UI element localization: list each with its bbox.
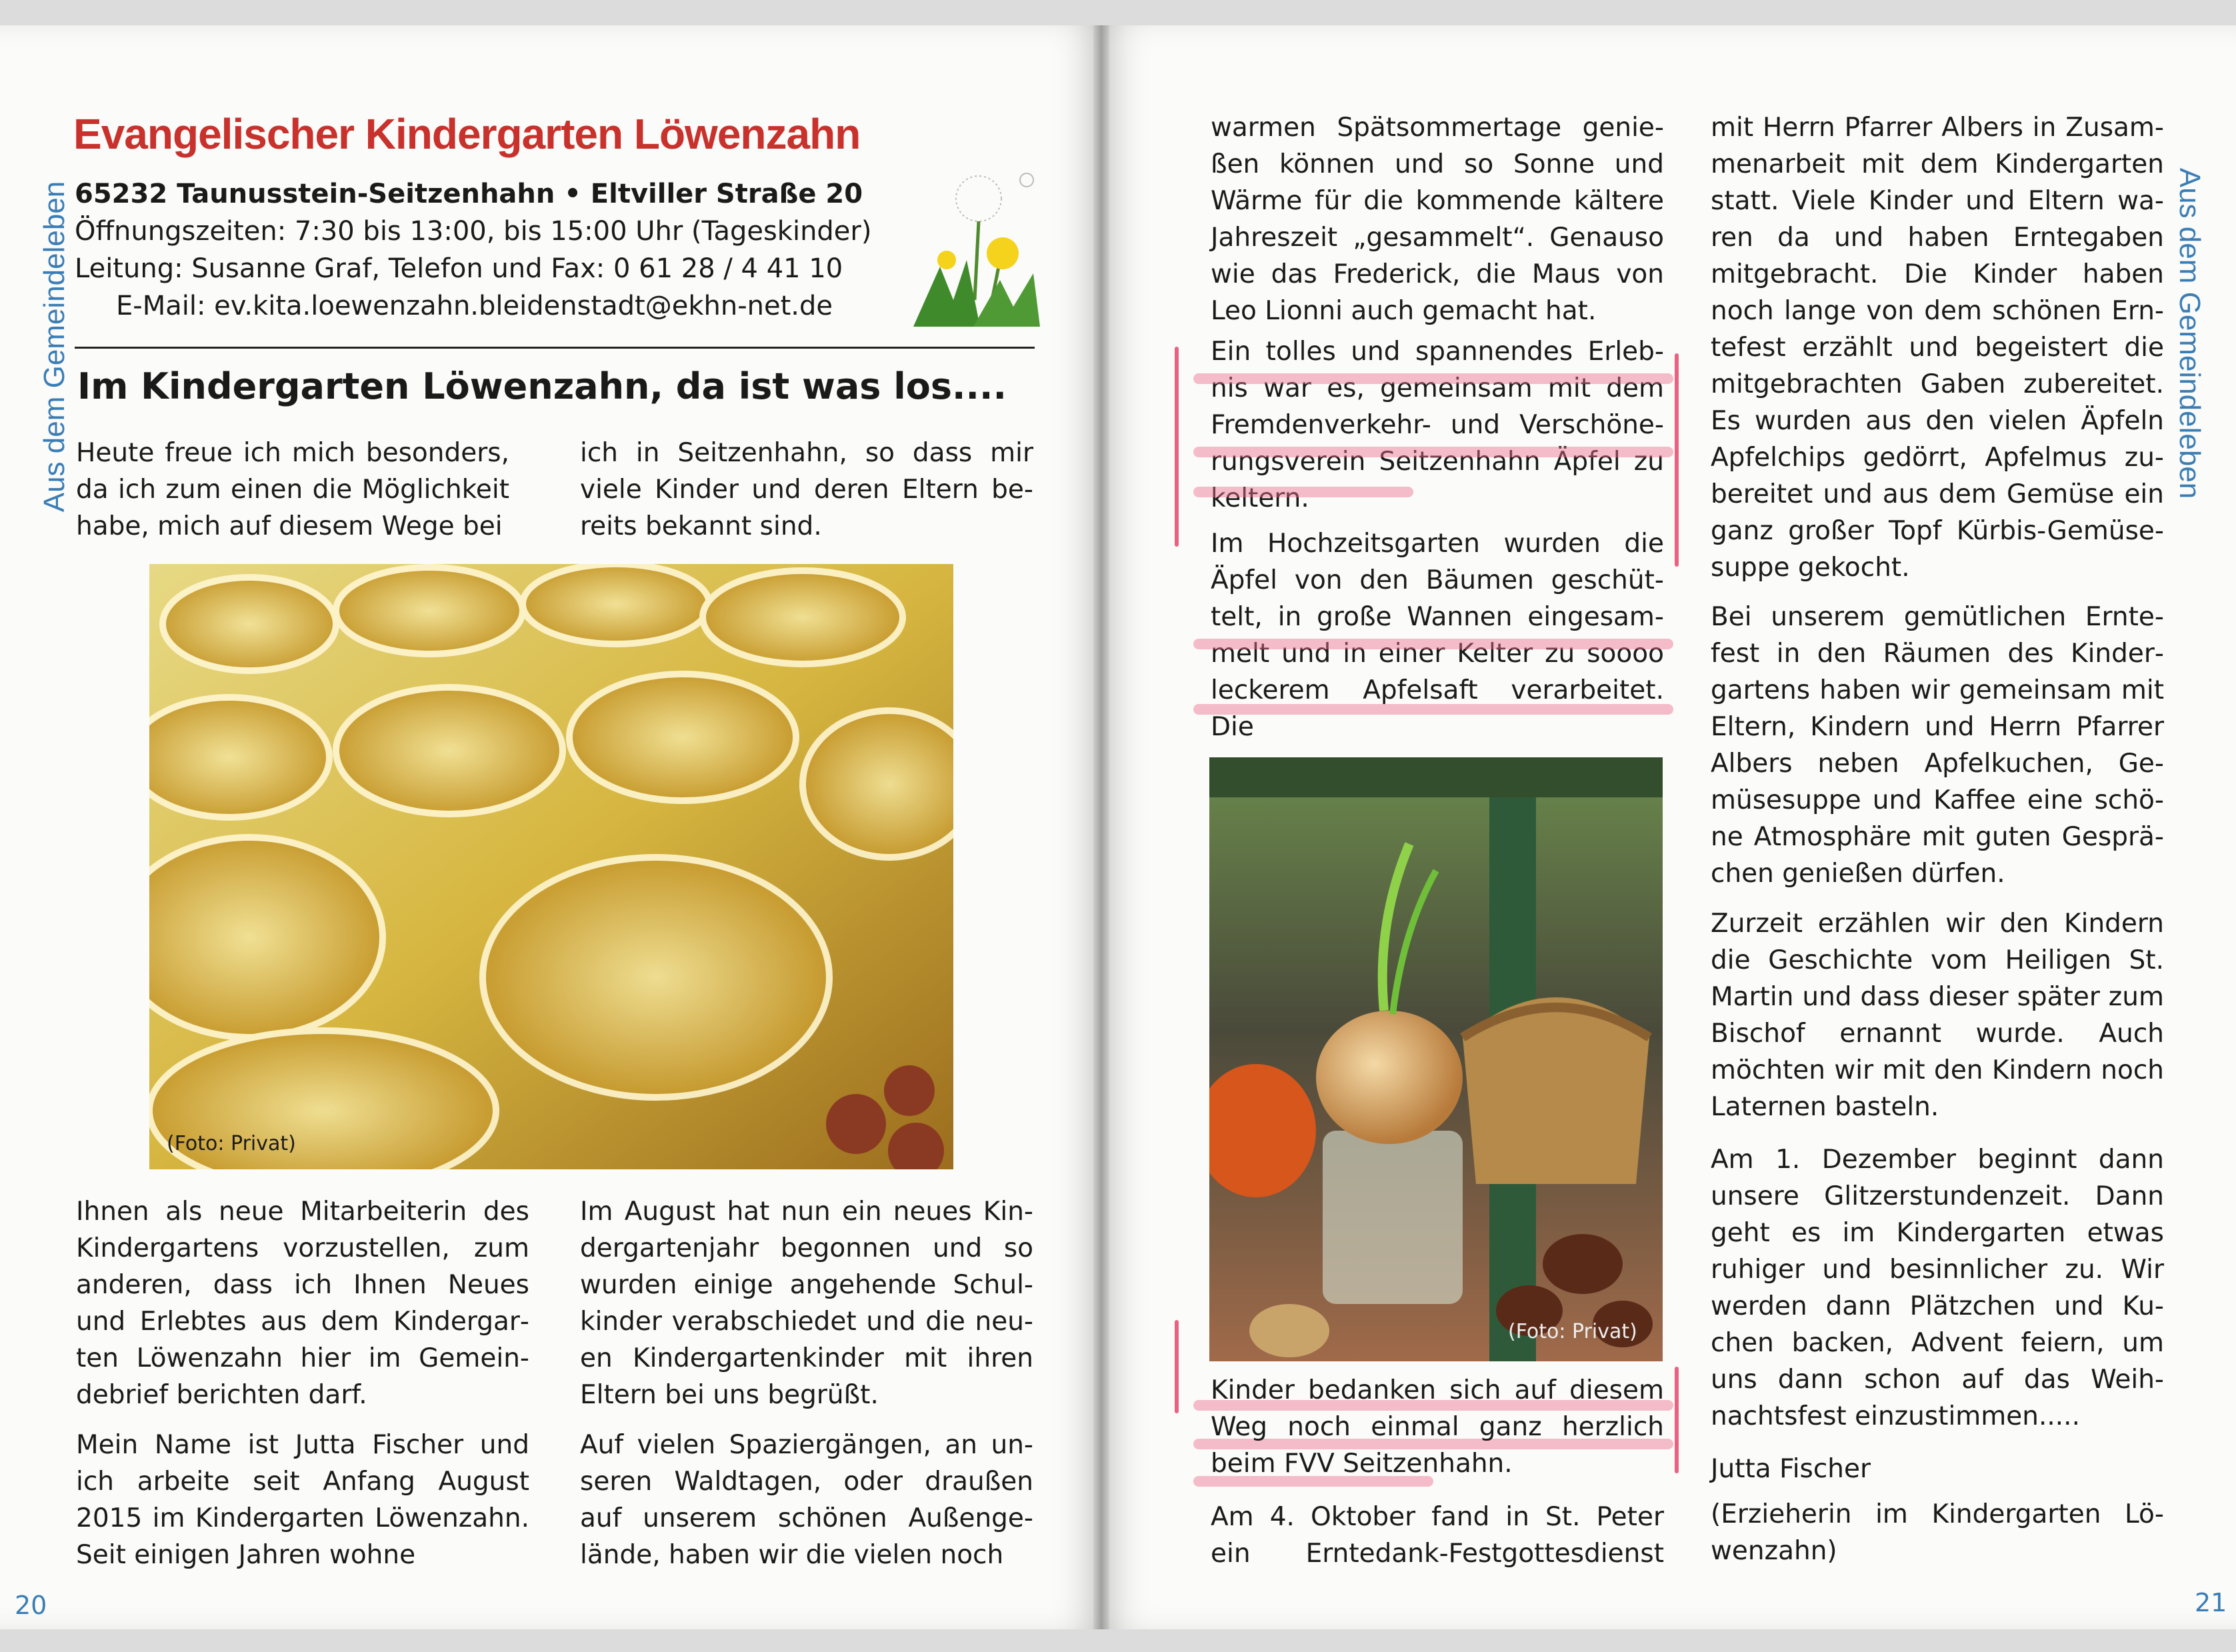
page-number-left: 20: [15, 1591, 47, 1620]
signature-name: Jutta Fischer: [1711, 1454, 1871, 1484]
margin-mark: [1175, 1320, 1179, 1413]
paragraph-13: Zurzeit erzählen wir den Kindern die Geschichte vom Heiligen St. Martin und dass dieser später zum Bischof ernannt wurde. Auch möchten wir mit den Kindern noch Laternen basteln.: [1711, 909, 2164, 1122]
photo-onion: [1209, 757, 1663, 1361]
section-label-right: Aus dem Gemeindeleben: [2173, 167, 2206, 499]
hours-line: Öffnungszeiten: 7:30 bis 13:00, bis 15:00 Uhr (Tageskinder): [75, 216, 872, 247]
highlight-mark: [1193, 373, 1673, 384]
email-line: E-Mail: ev.kita.loewenzahn.bleidenstadt@ekhn-net.de: [116, 291, 833, 321]
book-gutter: [1093, 25, 1109, 1629]
page-number-right: 21: [2195, 1588, 2227, 1617]
leadership-line: Leitung: Susanne Graf, Telefon und Fax: 0 61 28 / 4 41 10: [75, 253, 843, 284]
kindergarten-title: Evangelischer Kindergarten Löwenzahn: [73, 110, 861, 158]
paragraph-14: Am 1. Dezember beginnt dann unsere Glitzerstundenzeit. Dann geht es im Kindergarten etwas ruhiger und besinnlicher zu. Wir werden dann Plätzchen und Kuchen backen, Advent feiern, um uns dann schon auf das Weihnachtsfest einzustimmen.....: [1711, 1145, 2164, 1431]
photo-credit-onion: (Foto: Privat): [1508, 1320, 1637, 1343]
highlight-mark: [1193, 704, 1673, 715]
paragraph-7: Ein tolles und spannendes Erlebnis war es, gemeinsam mit dem Fremdenverkehr- und Verschönerungsverein Seitzenhahn Äpfel zu keltern.: [1211, 337, 1664, 513]
paragraph-2: Ihnen als neue Mitarbeiterin des Kindergartens vorzustellen, zum anderen, dass ich Ihnen Neues und Erlebtes aus dem Kindergarten Löwenzahn hier im Gemeindebrief berichten darf.: [76, 1197, 529, 1410]
dandelion-illustration: [900, 160, 1060, 333]
photo-jars: [149, 564, 953, 1169]
photo-credit-jars: (Foto: Privat): [167, 1132, 296, 1155]
header-divider: [75, 347, 1035, 349]
highlight-mark: [1193, 639, 1673, 649]
paragraph-12: Bei unserem gemütlichen Erntefest in den Räumen des Kindergartens haben wir gemeinsam mit Eltern, Kindern und Herrn Pfarrer Albers neben Apfelkuchen, Gemüsesuppe und Kaffee eine schöne Atmosphäre mit guten Gesprächen genießen dürfen.: [1711, 602, 2164, 889]
article-headline: Im Kindergarten Löwenzahn, da ist was los....: [77, 365, 1007, 407]
address-line: 65232 Taunusstein-Seitzenhahn • Eltviller Straße 20: [75, 179, 863, 209]
paragraph-3: Mein Name ist Jutta Fischer und ich arbeite seit Anfang August 2015 im Kindergarten Löwenzahn. Seit einigen Jahren wohne: [76, 1430, 529, 1570]
highlight-mark: [1193, 487, 1413, 497]
signature-role: (Erzieherin im Kindergarten Löwenzahn): [1711, 1499, 2164, 1566]
margin-mark: [1675, 353, 1679, 567]
paragraph-1a: Heute freue ich mich besonders, da ich zum einen die Möglichkeit habe, mich auf diesem Wege bei: [76, 438, 509, 541]
paragraph-8: Im Hochzeitsgarten wurden die Äpfel von den Bäumen geschüttelt, in große Wannen eingesammelt und in einer Kelter zu soooo leckerem Apfelsaft verarbeitet. Die: [1211, 529, 1664, 742]
paragraph-11: mit Herrn Pfarrer Albers in Zusammenarbeit mit dem Kindergarten statt. Viele Kinder und Eltern waren da und haben Erntegaben mitgebracht. Die Kinder haben noch lange von dem schönen Erntefest erzählt und begeistert die mitgebrachten Gaben zubereitet. Es wurden aus den vielen Äpfeln Apfelchips gedörrt, Apfelmus zubereitet und aus dem Gemüse ein ganz großer Topf Kürbis-Gemüsesuppe gekocht.: [1711, 113, 2164, 583]
paragraph-5: Auf vielen Spaziergängen, an unseren Waldtagen, oder draußen auf unserem schönen Außengelände, haben wir die vielen noch: [580, 1430, 1033, 1570]
paragraph-4: Im August hat nun ein neues Kindergartenjahr begonnen und so wurden einige angehende Schulkinder verabschiedet und die neuen Kindergartenkinder mit ihren Eltern bei uns begrüßt.: [580, 1197, 1033, 1410]
margin-mark: [1175, 347, 1179, 547]
margin-mark: [1675, 1367, 1679, 1473]
highlight-mark: [1193, 447, 1673, 457]
paragraph-9: Kinder bedanken sich auf diesem Weg noch einmal ganz herzlich beim FVV Seitzenhahn.: [1211, 1375, 1664, 1479]
paragraph-10: Am 4. Oktober fand in St. Peter ein Erntedank-Festgottesdienst: [1211, 1502, 1664, 1569]
paragraph-1b: ich in Seitzenhahn, so dass mir viele Kinder und deren Eltern bereits bekannt sind.: [580, 438, 1033, 541]
section-label-left: Aus dem Gemeindeleben: [38, 181, 71, 513]
paragraph-6: warmen Spätsommertage genießen können und so Sonne und Wärme für die kommende kältere Jahreszeit „gesammelt“. Genauso wie das Frederick, die Maus von Leo Lionni auch gemacht hat.: [1211, 113, 1664, 326]
